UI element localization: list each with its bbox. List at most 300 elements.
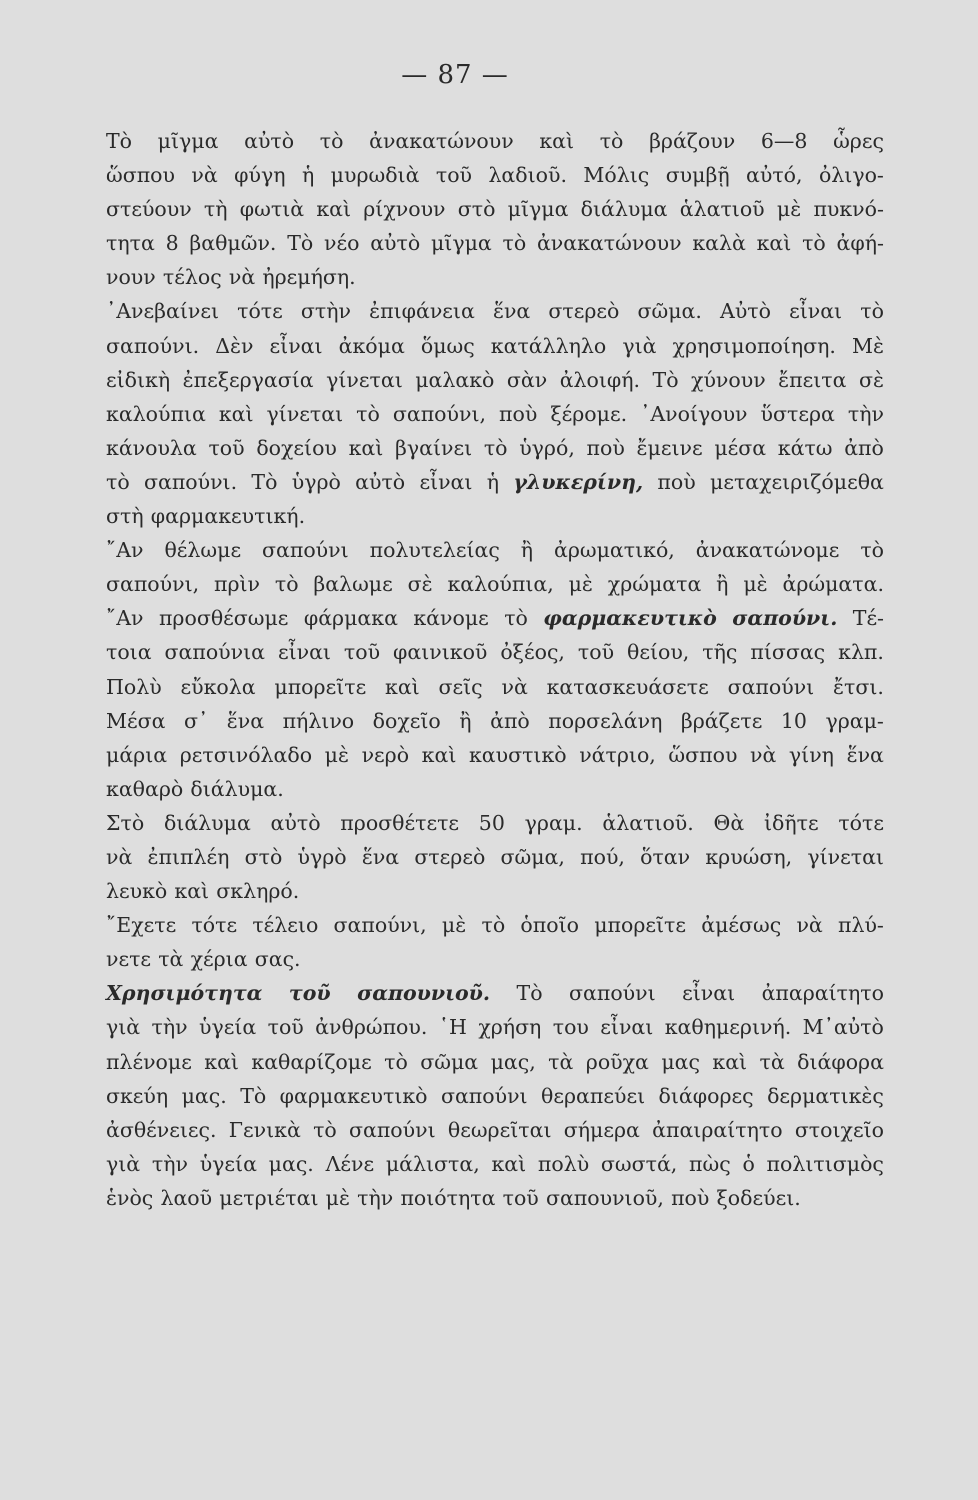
word: Λένε [325,1151,375,1176]
word: ἢ [459,708,472,733]
word: τὰ [759,1049,785,1074]
word: μας. [181,1083,227,1108]
word: σκεύη [106,1083,169,1108]
word: νὰ [796,913,823,938]
word: ὑγρό, [519,435,575,460]
word: σαπούνι [440,1083,528,1108]
word: ὑγρὸ [297,844,347,869]
text-line [106,1181,884,1215]
word: ἀνακατώνομε [695,538,840,563]
word: πλύ- [838,913,884,938]
body-text [106,124,884,1215]
word: σαπούνι [349,1117,436,1142]
word: ρίχνουν [363,197,446,222]
word: βγαίνει [395,435,473,460]
word: ὧρες [833,129,884,153]
word: πολὺ [537,1151,590,1176]
word: εὔκολα [180,674,256,699]
word: ἀλοιφή. [559,367,641,392]
word: ὅταν [640,844,691,869]
word: ἀπαραίτητο [761,981,884,1006]
word: ἐπεξεργασία [182,367,314,392]
word: πὼς [689,1151,731,1176]
word: Γενικὰ [228,1117,301,1142]
word: τοῦ [288,981,331,1006]
word: ἔπειτα [778,367,847,392]
word: τητα [106,231,155,256]
word: καὶ [421,742,457,767]
word: ξοδεύει. [716,1185,801,1210]
word: τὸ [483,435,508,460]
word: εἶναι [600,1015,654,1040]
word: ἕνα [492,299,531,324]
word: σὰν [506,367,548,392]
word: ἢ [716,572,729,597]
word: Χρησιμότητα [106,981,263,1006]
word: γραμ. [524,810,583,835]
word: πορσελάνη [548,708,663,733]
word: καὶ [756,231,792,256]
word: στὴ [106,504,144,529]
word: σαπούνι. [143,469,238,494]
word: ἑνὸς [106,1185,154,1210]
word: νὰ [228,265,256,290]
word: φαινικοῦ [393,640,488,665]
text-line [106,942,884,976]
word: πυκνό- [813,197,884,222]
word: σαπούνι, [333,913,427,938]
word: ἀρώματα. [782,572,884,597]
word: μετριέται [219,1185,319,1210]
word: ἢ [520,538,534,563]
word: χρησιμοποίηση. [672,333,836,358]
word: ῎Αν [106,606,144,631]
word: ἔτσι. [833,674,884,699]
word: ἔμεινε [636,435,703,460]
word: στὸ [457,197,496,222]
word: αὐτό, [746,163,803,188]
word: τοῦ [208,435,245,460]
word: κάνομε [413,606,489,631]
word: καὶ [539,129,575,153]
text-line [106,738,884,772]
word: εἶναι [682,981,736,1006]
text-line [106,601,884,635]
word: ἐπιφάνεια [369,299,475,324]
text-line [106,840,884,874]
word: τὸ [106,469,130,494]
word: χρώματα [607,572,702,597]
word: ὁποῖο [520,913,579,938]
word: του [552,1015,589,1040]
word: Μέσα [106,708,166,733]
word: φαρμακευτικὸ [279,1083,428,1108]
word: τότε [237,299,283,324]
word: γιὰ [106,1151,141,1176]
word: νετε [106,947,152,972]
word: ἀσθένειες. [106,1117,217,1142]
word: καὶ [174,879,210,904]
word: σῶμα, [500,844,565,869]
word: σαπουνιοῦ, [545,1185,664,1210]
word: σαπούνι. [732,606,838,631]
word: χύνουν [691,367,766,392]
word: αὐτὸ [244,129,295,153]
text-line [106,908,884,942]
word: σκληρό. [216,879,300,904]
word: πολυτελείας [369,538,500,563]
word: σῶμα [420,1049,479,1074]
word: καλὰ [692,231,746,256]
word: κρυώση, [705,844,793,869]
word: καυστικὸ [468,742,567,767]
word: καὶ [204,1049,239,1074]
word: τὴν [151,1151,188,1176]
text-line [106,533,884,567]
word: σαπούνι [569,981,656,1006]
word: πήλινο [282,708,355,733]
word: νάτριο, [579,742,656,767]
word: διάλυμα. [190,776,284,801]
word: τοῦ [502,1185,539,1210]
word: θεωρεῖται [447,1117,552,1142]
word: ἀφή- [836,231,884,256]
word: σαπούνια [164,640,265,665]
word: μας, [490,1049,536,1074]
word: τὸ [481,913,506,938]
text-line [106,1147,884,1181]
word: μας. [268,1151,314,1176]
text-line [106,465,884,499]
word: καλούπια [106,401,206,426]
word: καὶ [491,1151,527,1176]
word: τότε [191,913,238,938]
word: εἰδικὴ [106,367,171,392]
word: σεῖς [438,674,483,699]
word: ἡ [486,469,500,494]
word: σ᾿ [183,708,209,733]
word: ἀνακατώνουν [369,129,514,153]
word: τὸ [802,231,826,256]
word: ῎Αν [106,538,144,563]
word: τὴν [847,401,884,426]
word: τοῦ [343,640,381,665]
word: συμβῇ [665,163,730,188]
word: μεταχειριζόμεθα [710,469,884,494]
word: Αὐτὸ [720,299,771,324]
word: θέλωμε [164,538,242,563]
word: σήμερα [563,1117,640,1142]
word: ἀρωματικό, [553,538,675,563]
word: κάνουλα [106,435,197,460]
word: γίνεται [326,367,403,392]
word: μπορεῖτε [274,674,367,699]
word: τέλειο [252,913,319,938]
word: σῶμα. [637,299,702,324]
text-line [106,499,884,533]
word: εἶναι [269,333,323,358]
word: ποὺ [499,401,538,426]
word: Στὸ [106,810,145,835]
word: κατάλληλο [490,333,607,358]
word: σαπουνιοῦ. [357,981,491,1006]
word: μάρια [106,742,168,767]
text-line [106,158,884,192]
word: ξέρομε. [550,401,628,426]
word: στεύουν [106,197,192,222]
word: πού, [580,844,625,869]
word: τὸ [599,129,624,153]
word: ἀκόμα [338,333,405,358]
word: τοῦ [267,1015,304,1040]
text-line [106,806,884,840]
word: μὲ [776,197,802,222]
text-line [106,260,884,294]
word: ὀξέος, [500,640,565,665]
word: βράζετε [680,708,763,733]
word: ἰδῆτε [763,810,819,835]
word: αὐτὸ [355,469,406,494]
word: σὲ [858,367,884,392]
word: ποὺ [671,1185,710,1210]
word: εἶναι [789,299,843,324]
word: φύγη [234,163,286,188]
word: τὸ [502,231,527,256]
word: 50 [478,810,505,835]
word: ἀνθρώπου. [315,1015,428,1040]
word: Τὸ [251,469,278,494]
word: φαρμακευτική. [150,504,306,529]
word: θείου, [627,640,690,665]
word: μῖγμα [507,197,569,222]
word: καθημερινή. [664,1015,792,1040]
word: τὸ [860,538,884,563]
word: ἀμέσως [701,913,782,938]
word: ποὺ [586,435,625,460]
word: τὸ [860,299,884,324]
word: σὲ [407,572,433,597]
text-line [106,226,884,260]
word: ὁ [742,1151,755,1176]
text-line [106,704,884,738]
word: Τὸ [287,231,314,256]
word: στερεὸ [414,844,486,869]
word: ἁλατιοῦ. [602,810,694,835]
word: εἶναι [419,469,473,494]
word: λευκὸ [106,879,168,904]
word: τοῦ [435,163,473,188]
word: ρετσινόλαδο [179,742,313,767]
text-line [106,431,884,465]
word: Τὸ [106,129,133,153]
word: βαθμῶν. [189,231,277,256]
word: ὕστερα [760,401,835,426]
word: σωστά, [600,1151,678,1176]
word: σαπούνι [727,674,815,699]
text-line [106,1045,884,1079]
word: καὶ [712,1049,748,1074]
text-line [106,294,884,328]
word: νερὸ [361,742,410,767]
word: ἠρεμήση. [262,265,356,290]
word: γιὰ [106,1015,141,1040]
word: Μόλις [583,163,650,188]
word: ὥσπου [106,163,175,188]
word: μας [661,1049,700,1074]
word: γιὰ [622,333,657,358]
word: διάφορες [658,1083,754,1108]
word: λαδιοῦ. [488,163,567,188]
word: τὸ [313,1117,337,1142]
word: σαπούνι [262,538,349,563]
word: Τέ- [852,606,884,631]
word: νὰ [106,844,133,869]
word: κατασκευάσετε [546,674,709,699]
text-line [106,397,884,431]
word: τὰ [158,947,184,972]
word: τότε [838,810,884,835]
word: τοια [106,640,152,665]
word: καὶ [348,435,384,460]
word: Μ᾿αὐτὸ [802,1015,884,1040]
word: μυρωδιὰ [330,163,420,188]
word: βαλωμε [313,572,393,597]
word: Τὸ [652,367,679,392]
word: τὸ [274,572,299,597]
word: σαπούνι, [106,572,200,597]
word: ᾿Ανεβαίνει [106,299,219,324]
word: δοχείου [256,435,337,460]
text-line [106,772,884,806]
word: τῆς [702,640,738,665]
text-line [106,124,884,158]
text-line [106,567,884,601]
word: ποιότητα [400,1185,496,1210]
word: τὴν [357,1185,394,1210]
word: κάτω [777,435,833,460]
word: φωτιὰ [239,197,305,222]
word: Θὰ [713,810,745,835]
word: μὲ [324,742,349,767]
word: προσθέσωμε [158,606,289,631]
text-line [106,874,884,908]
word: ροῦχα [585,1049,649,1074]
word: Πολὺ [106,674,162,699]
word: γραμ- [825,708,884,733]
text-line [106,329,884,363]
word: ἀνακατώνουν [536,231,682,256]
word: ἀπὸ [490,708,530,733]
word: Μὲ [851,333,884,358]
word: σαπούνι, [392,401,487,426]
word: διάλυμα [580,197,668,222]
word: μῖγμα [430,231,492,256]
word: γίνεται [266,401,344,426]
word: τὴν [151,1015,188,1040]
text-line [106,1010,884,1044]
word: νουν [106,265,156,290]
word: στὴν [300,299,351,324]
word: αὐτὸ [270,810,321,835]
word: τέλος [162,265,222,290]
word: ὑγρὸ [291,469,341,494]
word: ἀπὸ [844,435,884,460]
word: λαοῦ [160,1185,213,1210]
word: διάλυμα [163,810,251,835]
word: αὐτὸ [370,231,421,256]
word: μάλιστα, [385,1151,480,1176]
word: πλένομε [106,1049,192,1074]
word: φάρμακα [303,606,398,631]
word: νὰ [750,742,777,767]
text-line [106,670,884,704]
text-line [106,1079,884,1113]
word: τὸ [356,401,380,426]
word: εἶναι [277,640,331,665]
word: ῎Εχετε [106,913,177,938]
word: νὰ [191,163,218,188]
word: ἐπιπλέη [147,844,230,869]
page-number: — 87 — [401,60,509,90]
word: 8 [165,231,179,256]
word: καθαρίζομε [251,1049,372,1074]
word: σαπούνι. [106,333,200,358]
word: καὶ [385,674,420,699]
word: προσθέτετε [340,810,460,835]
word: ῾Η [438,1015,467,1040]
word: ὅμως [420,333,475,358]
word: ἕνα [361,844,400,869]
word: ὑγεία [199,1151,257,1176]
text-line [106,635,884,669]
word: καλούπια, [447,572,554,597]
word: στερεὸ [548,299,620,324]
word: μὲ [568,572,593,597]
word: ὑγεία [199,1015,257,1040]
word: σας. [254,947,301,972]
word: τὸ [504,606,528,631]
word: ὀλιγο- [818,163,884,188]
word: γλυκερίνη, [513,469,644,494]
word: τὸ [319,129,344,153]
text-line [106,363,884,397]
word: τὰ [548,1049,574,1074]
word: ποὺ [657,469,696,494]
word: κλπ. [838,640,884,665]
word: πίσσας [750,640,826,665]
word: μπορεῖτε [594,913,686,938]
word: τὸ [384,1049,408,1074]
text-line [106,1113,884,1147]
word: ᾿Ανοίγουν [640,401,748,426]
word: χέρια [190,947,248,972]
word: στὸ [244,844,283,869]
word: νὰ [501,674,528,699]
word: ἀπαιραίτητο [652,1117,783,1142]
word: ἡ [301,163,315,188]
word: Τὸ [240,1083,267,1108]
word: δοχεῖο [372,708,441,733]
word: στοιχεῖο [794,1117,884,1142]
word: θεραπεύει [541,1083,646,1108]
word: χρήση [478,1015,542,1040]
word: πρὶν [213,572,261,597]
word: 10 [780,708,807,733]
word: 6—8 [760,129,808,153]
word: γίνη [788,742,834,767]
word: πολιτισμὸς [766,1151,884,1176]
word: ὥσπου [668,742,738,767]
